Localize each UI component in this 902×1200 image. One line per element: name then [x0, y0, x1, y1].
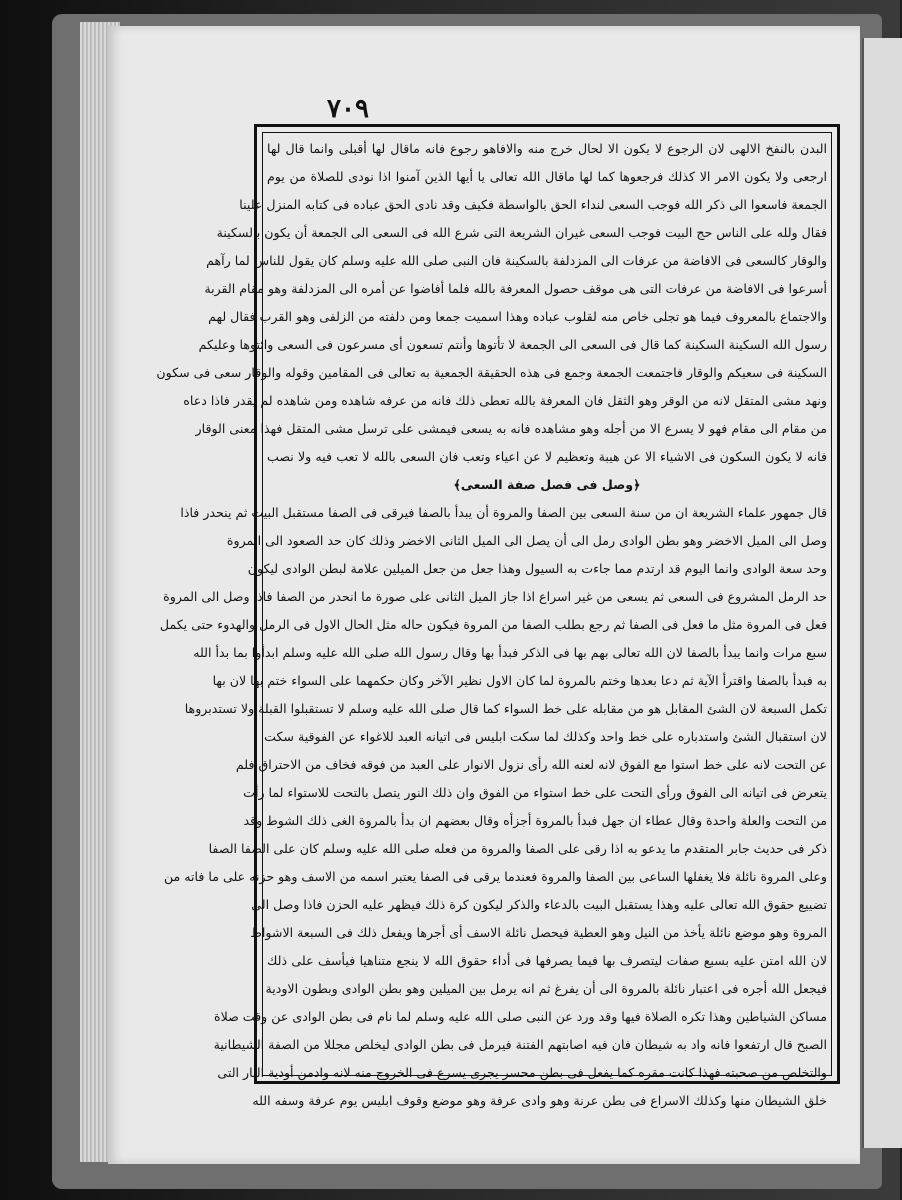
- text-line: لان استقبال الشئ واستدباره على خط واحد وكذلك لما سكت ابليس فى اتيانه العبد للاغواء عن الفوقية سكت: [264, 729, 827, 744]
- text-line: وحد سعة الوادى وانما اليوم قد ارتدم مما جاءت به السيول وهذا جعل من جعل الميلين علامة لبطن الوادى ليكون: [247, 561, 827, 576]
- text-line: المروة وهو موضع نائلة يأخذ من النيل وهو العطية فيحصل نائلة الاسف أى أجرها ويفعل ذلك فى السبعة الاشواط: [250, 925, 827, 940]
- text-line: من التحت والعلة واحدة وقال عطاء ان جهل فبدأ بالمروة أجزأه وقال بعضهم ان بدأ بالمروة الغى ذلك الشوط وقد: [243, 813, 827, 828]
- text-line: تضييع حقوق الله تعالى عليه وهذا يستقبل البيت بالدعاء والذكر ليكون كرة ذلك فيظهر عليه الحزن فاذا وصل الى: [251, 897, 827, 912]
- text-line: ارجعى ولا يكون الامر الا كذلك فرجعوها كما لها ماقال الله تعالى يا أيها الذين آمنوا اذا نودى للصلاة من يوم: [267, 169, 827, 184]
- text-line: الجمعة فاسعوا الى ذكر الله فوجب السعى لنداء الحق بالواسطة فكيف وقد نادى الحق عباده فى كتابه المنزل علينا: [239, 197, 827, 212]
- text-line: فقال ولله على الناس حج البيت فوجب السعى غيران الشريعة التى شرع الله فى السعى الى الجمعة أن يكون بالسكينة: [216, 225, 827, 240]
- text-line: يتعرض فى اتيانه الى الفوق ورأى التحت على خط استواء من الفوق وان ذلك النور يتصل بالتحت للاستواء لما رأت: [243, 785, 827, 800]
- text-line: أسرعوا فى الافاضة من عرفات التى هى موقف حصول المعرفة بالله فلما أفاضوا عن أمره الى المزدلفة وهو مقام القربة: [204, 281, 827, 296]
- text-line: خلق الشيطان منها وكذلك الاسراع فى بطن عرنة وهو وادى عرفة وهو موضع وقوف ابليس يوم عرفة وسفه الله: [252, 1093, 827, 1108]
- text-line: تكمل السبعة لان الشئ المقابل هو من مقابله على خط السواء كما قال صلى الله عليه وسلم لا تستقبلوا القبلة ولا تستدبروها: [184, 701, 827, 716]
- section-heading: ﴿وصل فى فصل صفة السعى﴾: [453, 477, 641, 492]
- text-line: من مقام الى مقام فهو لا يسرع الا من أجله وهو مشاهده فانه به يسعى فيمشى على ترسل مشى المتقل فهذا معنى الوقار: [195, 421, 827, 436]
- text-line: لان الله امتن عليه بسبع صفات ليتصرف بها فيما يصرفها فى أداء حقوق الله لا ينجع متناهيا فيأسف على ذلك: [267, 953, 827, 968]
- text-line: الصبح قال ارتفعوا فانه واد به شيطان فان فيه اصابتهم الفتنة فيرمل فى بطن الوادى ليخلص مجللا من الصفة الشيطانية: [213, 1037, 827, 1052]
- text-line: فانه لا يكون السكون فى الاشياء الا عن هيبة وتعظيم لا عن اعياء وتعب فان السعى بالله لا تعب فيه ولا نصب: [267, 449, 827, 464]
- text-line: حد الرمل المشروع فى السعى ثم يسعى من غير اسراع اذا جاز الميل الثانى على صورة ما انحدر من الصفا فاذا وصل الى المروة: [163, 589, 827, 604]
- page-number: ٧٠٩: [327, 94, 369, 124]
- text-line: سبع مرات وانما يبدأ بالصفا لان الله تعالى بهم بها فى الذكر فبدأ بها وقال رسول الله صلى الله عليه وسلم ابدأوا بما بدأ الله: [193, 645, 827, 660]
- facing-page-edge: [862, 38, 902, 1148]
- text-line: به فبدأ بالصفا واقترأ الآية ثم دعا بعدها وختم بالمروة لما كان الاول نظير الآخر وكان حكمهما على السواء ختم بها لان بها: [212, 673, 827, 688]
- text-line: مساكن الشياطين وهذا تكره الصلاة فيها وقد ورد عن النبى صلى الله عليه وسلم لما نام فى بطن الوادى عن وقت صلاة: [213, 1009, 827, 1024]
- text-frame: [156, 124, 840, 1108]
- text-line: رسول الله السكينة السكينة كما قال فى السعى الى الجمعة لا تأتوها وأنتم تسعون أى مسرعون فى السعى وائتوها وعليكم: [198, 337, 827, 352]
- text-line: والاجتماع بالمعروف فيما هو تجلى خاص منه لقلوب عباده وهذا اسميت جمعا ومن دلفته من الزلفى وهو القرب فقال لهم: [208, 309, 827, 324]
- text-line: ونهد مشى المتقل لانه من الوقر وهو الثقل فان المعرفة بالله تعطى ذلك فانه من عرفه شاهده ومن شاهده لم يقدر فاذا دعاه: [183, 393, 827, 408]
- text-line: البدن بالنفخ الالهى لان الرجوع لا يكون الا لحال خرج منه والافاهو رجوع فانه ماقال لها أقبلى وانما قال لها: [267, 141, 827, 156]
- text-line: والتخلص من صحبته فهذا كانت مقره كما يفعل فى بطن محسر يجرى يسرع فى الخروج منه لانه وادمن أودية النار التى: [217, 1065, 827, 1080]
- text-line: والوقار كالسعى فى الافاضة من عرفات الى المزدلفة بالسكينة فان النبى صلى الله عليه وسلم كان يقول للناس لما رآهم: [206, 253, 827, 268]
- text-line: ذكر فى حديث جابر المتقدم ما يدعو به اذا رقى على الصفا والمروة من فعله صلى الله عليه وسلم كان على الصفا الصفا: [208, 841, 827, 856]
- text-line: وعلى المروة نائلة فلا يغفلها الساعى بين الصفا والمروة فعندما يرقى فى الصفا يعتبر اسمه من الاسف وهو حزنه على ما فاته من: [163, 869, 827, 884]
- text-line: فعل فى المروة مثل ما فعل فى الصفا ثم رجع بطلب الصفا من المروة فيكون حاله مثل الحال الاول فى الرمل والهدوء حتى يكمل: [159, 617, 827, 632]
- text-block: [156, 135, 827, 1108]
- text-line: السكينة فى سعيكم والوقار فاجتمعت الجمعة وجمع فى هذه الحقيقة الجمعية به تعالى فى المقامين وقوله والوقار سعى فى سكون: [156, 365, 827, 380]
- text-line: وصل الى الميل الاخضر وهو بطن الوادى رمل الى أن يصل الى الميل الثانى الاخضر وذلك كان حد الصعود الى المروة: [226, 533, 827, 548]
- text-line: عن التحت لانه على خط استوا مع الفوق لانه لعنه الله رأى نزول الانوار على العبد من فوقه فخاف من الاحتراق فلم: [235, 757, 827, 772]
- text-line: قال جمهور علماء الشريعة ان من سنة السعى بين الصفا والمروة أن يبدأ بالصفا فيرقى فى الصفا مستقبل البيت ثم ينحدر فاذا: [180, 505, 827, 520]
- text-line: فيجعل الله أجره فى اعتبار نائلة بالمروة الى أن يفرغ ثم انه يرمل بين الميلين وهو بطن الوادى وبطون الاودية: [265, 981, 827, 996]
